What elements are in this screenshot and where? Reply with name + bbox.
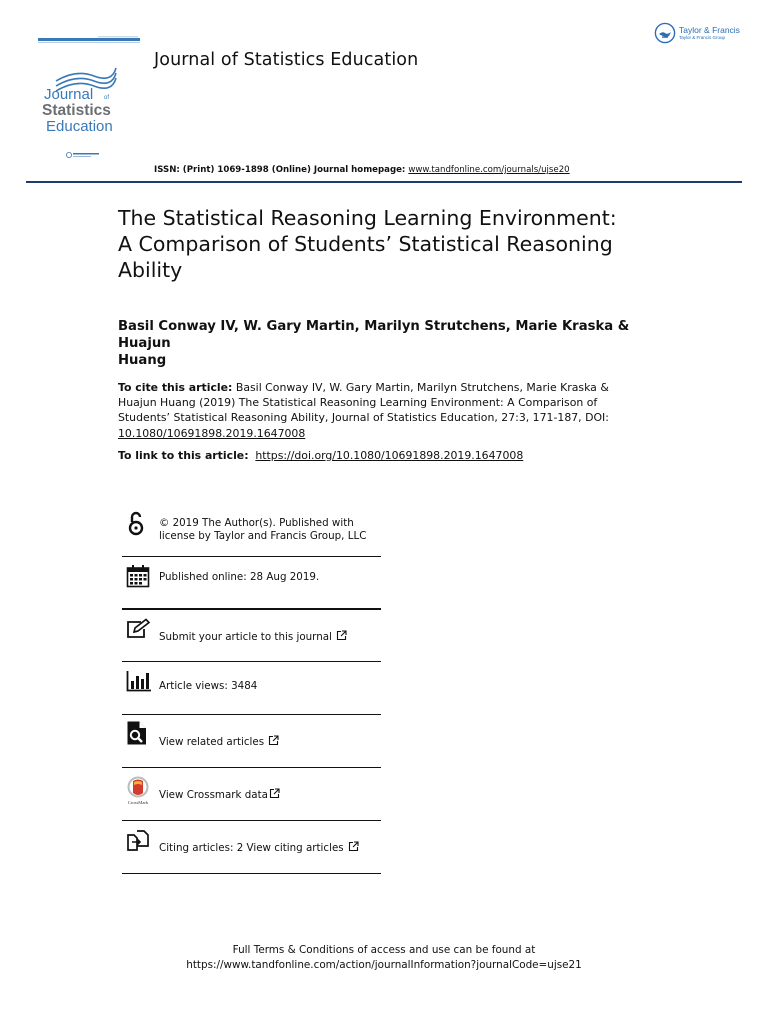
related-articles-search-icon xyxy=(126,720,148,746)
journal-name: Journal of Statistics Education xyxy=(154,50,419,70)
cite-line-1: Basil Conway IV, W. Gary Martin, Marilyn Strutchens, Marie Kraska & xyxy=(232,381,609,394)
submit-article-link[interactable]: Submit your article to this journal xyxy=(159,631,332,643)
external-link-icon xyxy=(348,841,359,852)
cover-word-education: Education xyxy=(46,118,113,135)
license-line-1: © 2019 The Author(s). Published with xyxy=(159,517,354,529)
crossmark-icon xyxy=(125,776,151,806)
cover-word-of: of xyxy=(104,95,110,101)
article-title xyxy=(118,205,678,283)
crossmark-row[interactable] xyxy=(122,768,381,821)
cover-word-journal: Journal xyxy=(44,86,94,103)
publisher-name: Taylor & Francis xyxy=(679,25,740,35)
publisher-lamp-icon xyxy=(654,22,676,44)
article-doi-link[interactable]: https://doi.org/10.1080/10691898.2019.1647008 xyxy=(255,449,524,462)
publisher-logo[interactable] xyxy=(654,22,740,44)
info-divider xyxy=(122,873,381,874)
crossmark-link[interactable]: View Crossmark data xyxy=(159,789,268,801)
article-authors xyxy=(118,318,678,369)
published-row xyxy=(122,557,381,609)
journal-homepage-link[interactable]: www.tandfonline.com/journals/ujse20 xyxy=(408,165,570,175)
license-line-2: license by Taylor and Francis Group, LLC xyxy=(159,529,367,542)
article-views-count: Article views: 3484 xyxy=(159,680,258,692)
issn-text: ISSN: (Print) 1069-1898 (Online) Journal homepage: xyxy=(154,165,409,175)
related-articles-row[interactable] xyxy=(122,715,381,768)
external-link-icon xyxy=(268,735,279,746)
cover-word-statistics: Statistics xyxy=(42,102,111,119)
crossmark-badge-text: CrossMark xyxy=(127,800,149,805)
terms-footer xyxy=(0,943,768,973)
footer-terms-link[interactable]: https://www.tandfonline.com/action/journalInformation?journalCode=ujse21 xyxy=(186,959,582,971)
cite-label: To cite this article: xyxy=(118,381,233,394)
title-line-2: A Comparison of Students’ Statistical Reasoning xyxy=(118,232,613,256)
publisher-group: Taylor & Francis Group xyxy=(679,34,726,40)
citing-articles-row[interactable] xyxy=(122,821,381,874)
external-link-icon xyxy=(269,788,280,799)
published-date: Published online: 28 Aug 2019. xyxy=(159,571,320,583)
related-articles-link[interactable]: View related articles xyxy=(159,736,265,748)
submit-article-row[interactable] xyxy=(122,609,381,662)
cite-line-2: Huajun Huang (2019) The Statistical Reasoning Learning Environment: A Comparison of xyxy=(118,396,598,410)
header-divider xyxy=(26,181,742,183)
title-line-1: The Statistical Reasoning Learning Environment: xyxy=(118,206,617,230)
cite-doi-link[interactable]: 10.1080/10691898.2019.1647008 xyxy=(118,426,306,440)
external-link-icon xyxy=(336,630,347,641)
authors-line-1: Basil Conway IV, W. Gary Martin, Marilyn Strutchens, Marie Kraska & Huajun xyxy=(118,319,630,351)
license-row xyxy=(122,505,381,557)
cite-line-3: Students’ Statistical Reasoning Ability, Journal of Statistics Education, 27:3, 171-187, DOI: xyxy=(118,411,609,425)
bar-chart-icon xyxy=(126,670,152,692)
link-label: To link to this article: xyxy=(118,449,253,462)
citing-articles-link[interactable]: Citing articles: 2 View citing articles xyxy=(159,842,344,854)
footer-line-1: Full Terms & Conditions of access and use can be found at xyxy=(232,944,536,956)
citing-articles-icon xyxy=(126,829,152,853)
journal-cover-logo xyxy=(36,36,142,162)
citation-block xyxy=(118,380,638,441)
authors-line-2: Huang xyxy=(118,353,167,368)
article-link-block xyxy=(118,449,678,462)
open-access-icon xyxy=(128,511,144,537)
title-line-3: Ability xyxy=(118,258,183,282)
edit-pencil-icon xyxy=(126,618,152,640)
article-views-row xyxy=(122,662,381,715)
issn-line xyxy=(154,165,570,175)
calendar-icon xyxy=(126,564,150,588)
